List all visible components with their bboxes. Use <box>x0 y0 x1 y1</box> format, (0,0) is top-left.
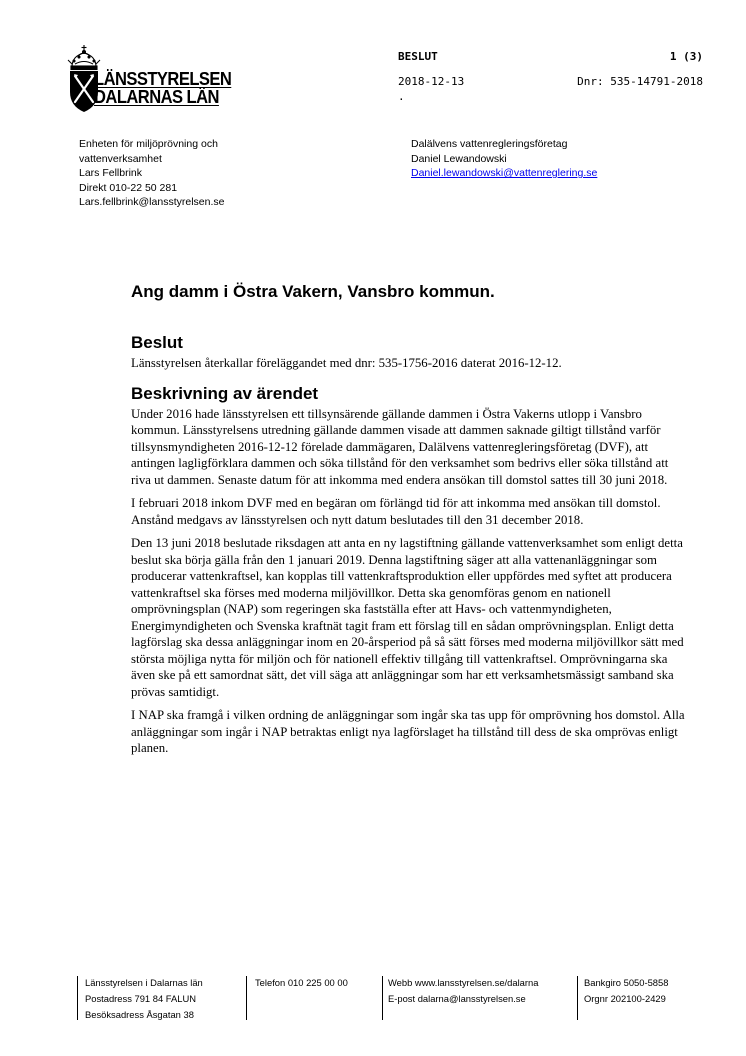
document-body <box>131 282 691 764</box>
footer-email: E-post dalarna@lansstyrelsen.se <box>388 993 526 1004</box>
description-paragraph-4: I NAP ska framgå i vilken ordning de anläggningar som ingår ska tas upp för omprövning hos domstol. Alla anläggningar som ingår i NAP betraktas enligt nya lagförslaget ha tillstånd till dess de ska omprövas enligt planen. <box>131 708 685 755</box>
logo-line-1: LÄNSSTYRELSEN <box>94 69 232 89</box>
footer-divider <box>382 976 383 1020</box>
page-number: 1 (3) <box>669 50 703 63</box>
footer-phone: Telefon 010 225 00 00 <box>255 977 348 988</box>
recipient-email-link[interactable]: Daniel.lewandowski@vattenreglering.se <box>411 167 598 180</box>
sender-phone: Direkt 010-22 50 281 <box>79 181 178 194</box>
footer-web: Webb www.lansstyrelsen.se/dalarna <box>388 977 539 988</box>
footer-bankgiro: Bankgiro 5050-5858 <box>584 977 669 988</box>
footer-divider <box>77 976 78 1020</box>
recipient-block <box>411 137 597 181</box>
sender-unit-line-1: Enheten för miljöprövning och <box>79 138 218 150</box>
footer-org: Länsstyrelsen i Dalarnas län <box>85 977 203 988</box>
decision-paragraph: Länsstyrelsen återkallar föreläggandet med dnr: 535-1756-2016 daterat 2016-12-12. <box>131 356 562 370</box>
section-heading-beslut: Beslut <box>131 333 183 352</box>
reference-number: Dnr: 535-14791-2018 <box>577 75 703 88</box>
description-paragraph-2: I februari 2018 inkom DVF med en begäran om förlängd tid för att inkomma med ansökan till domstol. Anstånd medgavs av länsstyrelsen och nytt datum beslutades till den 31 december 2018. <box>131 496 661 527</box>
footer-bank-block <box>584 975 668 1007</box>
footer-postal: Postadress 791 84 FALUN <box>85 993 196 1004</box>
footer-phone-block <box>255 975 348 991</box>
footer-divider <box>246 976 247 1020</box>
section-heading-beskrivning: Beskrivning av ärendet <box>131 383 319 403</box>
footer-address <box>85 975 203 1023</box>
document-type: BESLUT <box>398 50 438 63</box>
document-date: 2018-12-13 <box>398 75 465 88</box>
sender-name: Lars Fellbrink <box>79 167 143 180</box>
description-paragraph-1: Under 2016 hade länsstyrelsen ett tillsynsärende gällande dammen i Östra Vakerns utlopp i Vansbro kommun. Länsstyrelsens utredning gällande dammen visade att dammen saknade giltigt tillstånd varför tillsynsmyndigheten 2016-12-12 förelade dammägaren, Dalälvens vattenregleringsföretag (DVF), att antingen lagligförklara dammen och söka tillstånd för den verksamhet som bedrivs eller söka tillstånd att riva ut dammen. Senaste datum för att inkomma med endera ansökan till domstol sattes till 30 juni 2018. <box>131 406 669 487</box>
recipient-organization: Dalälvens vattenregleringsföretag <box>411 138 568 150</box>
recipient-name: Daniel Lewandowski <box>411 152 507 165</box>
subject-heading: Ang damm i Östra Vakern, Vansbro kommun. <box>131 282 495 301</box>
header-dot: . <box>398 90 405 103</box>
sender-email: Lars.fellbrink@lansstyrelsen.se <box>79 196 225 209</box>
logo-line-2: DALARNAS LÄN <box>94 87 219 107</box>
sender-block <box>79 137 224 210</box>
footer-orgnr: Orgnr 202100-2429 <box>584 993 666 1004</box>
sender-unit-line-2: vattenverksamhet <box>79 152 162 165</box>
footer-web-block <box>388 975 538 1007</box>
description-paragraph-3: Den 13 juni 2018 beslutade riksdagen att anta en ny lagstiftning gällande vattenverksamhet som enligt detta beslut ska börja gälla från den 1 januari 2019. Denna lagstiftning säger att alla vattenanläggningar som producerar vattenkraftsel, kan kopplas till vattenkraftsproduktion eller uppfördes med syftet att producera vattenkraftsel ska förses med moderna miljövillkor. Detta ska genomföras genom en nationell omprövningsplan (NAP) som regeringen ska fastställa efter att Havs- och vattenmyndigheten, Energimyndigheten och Svenska kraftnät tagit fram ett förslag till en sådan omprövningsplan. Enligt detta lagförslag ska dessa anläggningar inom en 20-årsperiod på så sätt förses med moderna miljövillkor sätt med största möjliga nytta för miljön och för nationell effektiv tillgång till vattenkraftsel. Omprövningarna ska även ske på ett samordnat sätt, det vill säga att anläggningar som har ett verksamhetsmässigt samband ska prövas samtidigt. <box>131 536 684 699</box>
footer-divider <box>577 976 578 1020</box>
footer-visit: Besöksadress Åsgatan 38 <box>85 1009 194 1020</box>
logo-wordmark <box>94 70 231 106</box>
